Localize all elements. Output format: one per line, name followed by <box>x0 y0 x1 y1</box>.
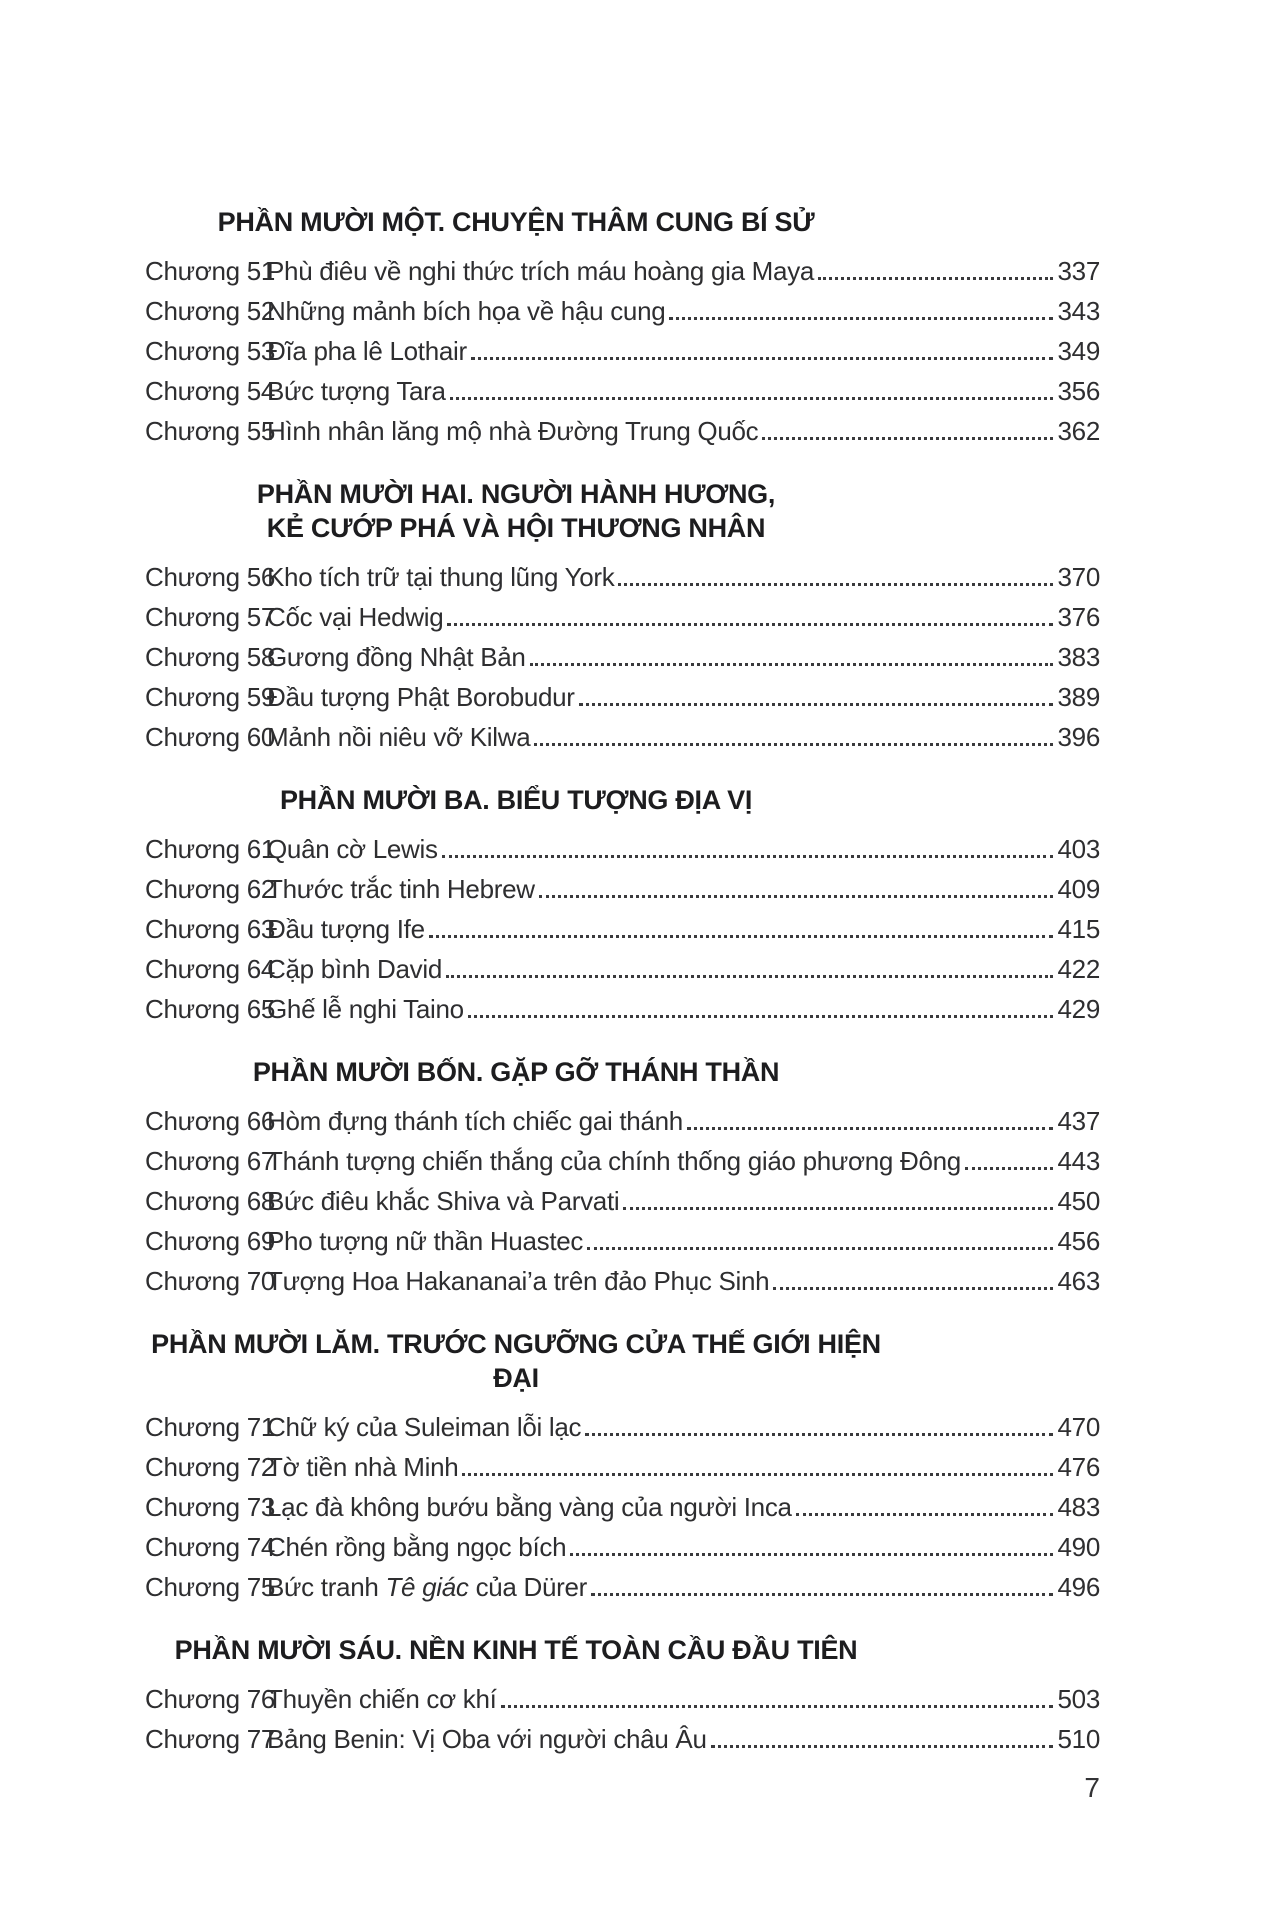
chapter-title: Thuyền chiến cơ khí <box>267 1683 497 1714</box>
dot-leader <box>965 1167 1053 1170</box>
toc-entry <box>145 557 1100 597</box>
chapter-label: Chương 54 <box>145 375 276 406</box>
section-heading <box>145 205 887 239</box>
toc-section <box>145 205 1100 451</box>
chapter-label: Chương 61 <box>145 833 276 864</box>
chapter-label: Chương 64 <box>145 953 276 984</box>
chapter-title: Kho tích trữ tại thung lũng York <box>267 561 615 592</box>
chapter-label: Chương 67 <box>145 1145 276 1176</box>
toc-section <box>145 1327 1100 1607</box>
dot-leader <box>450 397 1053 400</box>
section-heading-line: PHẦN MƯỜI SÁU. NỀN KINH TẾ TOÀN CẦU ĐẦU TIÊN <box>174 1635 858 1665</box>
dot-leader <box>429 935 1053 938</box>
chapter-page-number: 362 <box>1057 415 1100 446</box>
chapter-title: Đầu tượng Phật Borobudur <box>267 681 575 712</box>
toc-section <box>145 1055 1100 1301</box>
toc-entry <box>145 1181 1100 1221</box>
toc-entry <box>145 909 1100 949</box>
section-heading <box>145 477 887 545</box>
dot-leader <box>687 1127 1053 1130</box>
chapter-label: Chương 68 <box>145 1185 276 1216</box>
toc-entry <box>145 717 1100 757</box>
chapter-title: Hình nhân lăng mộ nhà Đường Trung Quốc <box>267 415 759 446</box>
chapter-page-number: 443 <box>1057 1145 1100 1176</box>
chapter-label: Chương 69 <box>145 1225 276 1256</box>
chapter-title: Bức tượng Tara <box>267 375 446 406</box>
dot-leader <box>818 277 1052 280</box>
chapter-label: Chương 53 <box>145 335 276 366</box>
toc-entry <box>145 1527 1100 1567</box>
chapter-title: Đĩa pha lê Lothair <box>267 335 467 366</box>
toc-entry <box>145 637 1100 677</box>
chapter-label: Chương 58 <box>145 641 276 672</box>
chapter-page-number: 483 <box>1057 1491 1100 1522</box>
dot-leader <box>711 1745 1053 1748</box>
toc-entry <box>145 869 1100 909</box>
dot-leader <box>762 437 1052 440</box>
chapter-page-number: 510 <box>1057 1723 1100 1754</box>
chapter-title: Chữ ký của Suleiman lỗi lạc <box>267 1411 582 1442</box>
toc-entry <box>145 371 1100 411</box>
chapter-page-number: 429 <box>1057 993 1100 1024</box>
chapter-page-number: 356 <box>1057 375 1100 406</box>
toc-entry <box>145 1407 1100 1447</box>
chapter-title: Bức tranh Tê giác của Dürer <box>267 1571 588 1602</box>
dot-leader <box>539 895 1053 898</box>
chapter-page-number: 470 <box>1057 1411 1100 1442</box>
chapter-title: Phù điêu về nghi thức trích máu hoàng gia Maya <box>267 255 815 286</box>
chapter-page-number: 376 <box>1057 601 1100 632</box>
chapter-page-number: 383 <box>1057 641 1100 672</box>
dot-leader <box>618 583 1052 586</box>
chapter-page-number: 409 <box>1057 873 1100 904</box>
chapter-label: Chương 66 <box>145 1105 276 1136</box>
chapter-label: Chương 72 <box>145 1451 276 1482</box>
chapter-title: Cặp bình David <box>267 953 443 984</box>
toc-section <box>145 477 1100 757</box>
toc-sections <box>145 205 1100 1759</box>
dot-leader <box>501 1705 1053 1708</box>
toc-entry <box>145 1261 1100 1301</box>
toc-entry <box>145 989 1100 1029</box>
section-heading-line: KẺ CƯỚP PHÁ VÀ HỘI THƯƠNG NHÂN <box>266 513 766 543</box>
section-heading <box>145 783 887 817</box>
dot-leader <box>442 855 1053 858</box>
chapter-title: Bảng Benin: Vị Oba với người châu Âu <box>267 1723 707 1754</box>
footer-page-number: 7 <box>1084 1772 1100 1803</box>
chapter-page-number: 349 <box>1057 335 1100 366</box>
chapter-label: Chương 57 <box>145 601 276 632</box>
dot-leader <box>468 1015 1053 1018</box>
chapter-page-number: 403 <box>1057 833 1100 864</box>
dot-leader <box>462 1473 1052 1476</box>
toc-entry <box>145 331 1100 371</box>
toc-entry <box>145 1719 1100 1759</box>
chapter-title: Gương đồng Nhật Bản <box>267 641 526 672</box>
chapter-title: Hòm đựng thánh tích chiếc gai thánh <box>267 1105 683 1136</box>
chapter-page-number: 370 <box>1057 561 1100 592</box>
toc-entry <box>145 677 1100 717</box>
toc <box>145 205 1100 1759</box>
chapter-title: Mảnh nồi niêu vỡ Kilwa <box>267 721 531 752</box>
chapter-page-number: 463 <box>1057 1265 1100 1296</box>
chapter-label: Chương 62 <box>145 873 276 904</box>
dot-leader <box>447 623 1052 626</box>
chapter-label: Chương 65 <box>145 993 276 1024</box>
chapter-page-number: 456 <box>1057 1225 1100 1256</box>
chapter-page-number: 337 <box>1057 255 1100 286</box>
dot-leader <box>796 1513 1053 1516</box>
chapter-title: Những mảnh bích họa về hậu cung <box>267 295 666 326</box>
chapter-label: Chương 51 <box>145 255 276 286</box>
toc-entry <box>145 949 1100 989</box>
chapter-title: Bức điêu khắc Shiva và Parvati <box>267 1185 620 1216</box>
toc-entry <box>145 1141 1100 1181</box>
chapter-label: Chương 55 <box>145 415 276 446</box>
chapter-title: Thước trắc tinh Hebrew <box>267 873 535 904</box>
chapter-page-number: 422 <box>1057 953 1100 984</box>
section-heading-line: PHẦN MƯỜI MỘT. CHUYỆN THÂM CUNG BÍ SỬ <box>217 207 815 237</box>
section-heading <box>145 1633 887 1667</box>
dot-leader <box>669 317 1052 320</box>
chapter-page-number: 503 <box>1057 1683 1100 1714</box>
dot-leader <box>773 1287 1052 1290</box>
toc-section <box>145 1633 1100 1759</box>
chapter-label: Chương 70 <box>145 1265 276 1296</box>
chapter-title: Lạc đà không bướu bằng vàng của người Inca <box>267 1491 792 1522</box>
toc-entry <box>145 1487 1100 1527</box>
chapter-label: Chương 74 <box>145 1531 276 1562</box>
dot-leader <box>446 975 1052 978</box>
chapter-label: Chương 73 <box>145 1491 276 1522</box>
toc-entry <box>145 1101 1100 1141</box>
chapter-page-number: 490 <box>1057 1531 1100 1562</box>
toc-entry <box>145 1567 1100 1607</box>
section-heading-line: PHẦN MƯỜI HAI. NGƯỜI HÀNH HƯƠNG, <box>256 479 776 509</box>
chapter-label: Chương 59 <box>145 681 276 712</box>
chapter-title: Cốc vại Hedwig <box>267 601 444 632</box>
dot-leader <box>585 1433 1052 1436</box>
toc-section <box>145 783 1100 1029</box>
dot-leader <box>587 1247 1052 1250</box>
section-heading <box>145 1327 887 1395</box>
toc-entry <box>145 1447 1100 1487</box>
dot-leader <box>530 663 1053 666</box>
chapter-label: Chương 77 <box>145 1723 276 1754</box>
section-heading-line: PHẦN MƯỜI LĂM. TRƯỚC NGƯỠNG CỬA THẾ GIỚI HIỆN ĐẠI <box>151 1329 881 1393</box>
chapter-label: Chương 60 <box>145 721 276 752</box>
chapter-label: Chương 75 <box>145 1571 276 1602</box>
toc-entry <box>145 597 1100 637</box>
chapter-title: Thánh tượng chiến thắng của chính thống giáo phương Đông <box>267 1145 961 1176</box>
chapter-title: Tượng Hoa Hakananai’a trên đảo Phục Sinh <box>267 1265 770 1296</box>
chapter-page-number: 396 <box>1057 721 1100 752</box>
toc-entry <box>145 411 1100 451</box>
chapter-title: Pho tượng nữ thần Huastec <box>267 1225 584 1256</box>
dot-leader <box>579 703 1053 706</box>
chapter-label: Chương 52 <box>145 295 276 326</box>
chapter-page-number: 437 <box>1057 1105 1100 1136</box>
chapter-label: Chương 71 <box>145 1411 276 1442</box>
chapter-page-number: 476 <box>1057 1451 1100 1482</box>
chapter-title: Ghế lễ nghi Taino <box>267 993 464 1024</box>
chapter-page-number: 389 <box>1057 681 1100 712</box>
chapter-title: Quân cờ Lewis <box>267 833 438 864</box>
toc-entry <box>145 829 1100 869</box>
dot-leader <box>623 1207 1052 1210</box>
chapter-label: Chương 63 <box>145 913 276 944</box>
chapter-label: Chương 56 <box>145 561 276 592</box>
toc-entry <box>145 251 1100 291</box>
dot-leader <box>471 357 1053 360</box>
chapter-title: Chén rồng bằng ngọc bích <box>267 1531 567 1562</box>
chapter-label: Chương 76 <box>145 1683 276 1714</box>
dot-leader <box>570 1553 1052 1556</box>
chapter-page-number: 496 <box>1057 1571 1100 1602</box>
toc-entry <box>145 1221 1100 1261</box>
chapter-page-number: 415 <box>1057 913 1100 944</box>
section-heading-line: PHẦN MƯỜI BA. BIỂU TƯỢNG ĐỊA VỊ <box>279 785 753 815</box>
toc-entry <box>145 1679 1100 1719</box>
section-heading <box>145 1055 887 1089</box>
toc-entry <box>145 291 1100 331</box>
dot-leader <box>534 743 1052 746</box>
chapter-page-number: 450 <box>1057 1185 1100 1216</box>
chapter-page-number: 343 <box>1057 295 1100 326</box>
chapter-title: Đầu tượng Ife <box>267 913 425 944</box>
section-heading-line: PHẦN MƯỜI BỐN. GẶP GỠ THÁNH THẦN <box>252 1057 780 1087</box>
dot-leader <box>591 1593 1052 1596</box>
chapter-title: Tờ tiền nhà Minh <box>267 1451 459 1482</box>
